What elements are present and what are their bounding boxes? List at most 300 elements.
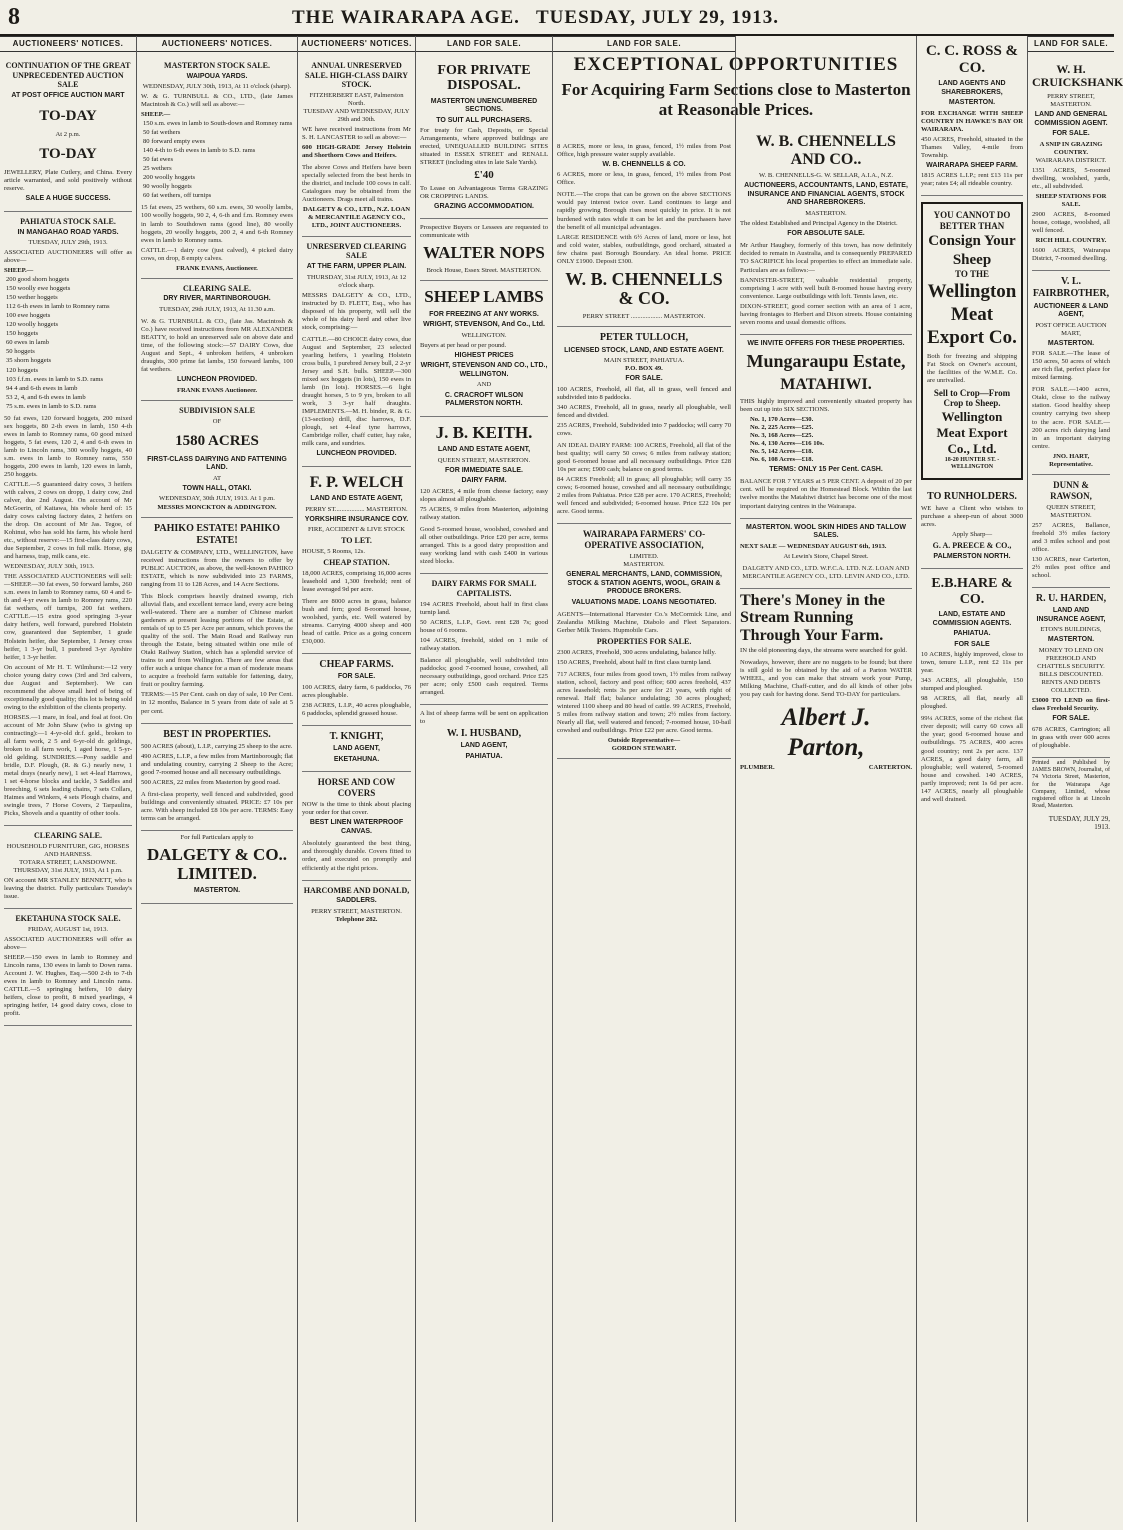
agent-name: W. B. CHENNELLS & CO.: [602, 160, 686, 168]
dry-river-clearing-sale-ad: CLEARING SALE. DRY RIVER, MARTINBOROUGH. TUESDAY, 29th JULY, 1913, At 11.30 a.m. W. & G. TURNBULL & CO., (late Jas. Macintosh & Co.) have received instructions from MR ALEXANDER BEATTY, to hold an unreserved sale on above date and time, of the following stock:—57 DAIRY Cows, due August and Sept., 4 unbroken heifers, 4 unbroken draughts, 300 prime fat lambs, 150 forward lambs, 100 fat wethers. LUNCHEON PROVIDED. FRANK EVANS Auctioneer.: [141, 279, 293, 401]
property-listing: 104 ACRES, freehold, sided on 1 mile of railway station.: [420, 636, 548, 652]
ad-title: MASTERTON. WOOL SKIN HIDES AND TALLOW SALES.: [746, 523, 906, 540]
agent-name: J. B. KEITH.: [435, 422, 533, 442]
cheap-farms-ad: [302, 654, 411, 726]
ad-title: UNRESERVED CLEARING SALE: [306, 241, 407, 261]
ad-body: Buyers at per head or per pound.: [420, 341, 507, 349]
stock-item: 35 shorn hoggets: [6, 357, 52, 365]
property-listing: 150 ACRES, Freehold, about half in first class turnip land.: [557, 659, 712, 667]
property-listing: 450 ACRES, Freehold, situated in the Thames Valley, 4-mile from Township.: [921, 135, 1023, 159]
property-listing: 100 ACRES, dairy farm, 6 paddocks, 76 acres ploughable.: [302, 683, 411, 699]
outside-rep-name: GORDON STEWART.: [611, 745, 677, 753]
stock-item: 50 fat wethers: [143, 129, 181, 137]
ad-title: PAHIATUA STOCK SALE.: [20, 216, 116, 226]
stock-item: 150 hoggets: [6, 330, 39, 338]
firm-name: WAIRARAPA FARMERS' CO-OPERATIVE ASSOCIATION,: [582, 529, 706, 551]
firm-place: MASTERTON.: [805, 209, 847, 217]
ad-title: ANNUAL UNRESERVED SALE. HIGH-CLASS DAIRY STOCK.: [304, 60, 409, 90]
stock-item: 50 hoggets: [6, 348, 35, 356]
for-sale-label: FOR SALE.: [625, 375, 663, 383]
today-heading: TO-DAY: [39, 145, 97, 162]
ad-intro: ASSOCIATED AUCTIONEERS will offer as above—: [4, 249, 132, 265]
ad-place: AT THE FARM, UPPER PLAIN.: [306, 263, 407, 270]
welch-agent-ad: F. P. WELCH LAND AND ESTATE AGENT, PERRY ST.................. MASTERTON. YORKSHIRE INSURANCE COY. FIRE, ACCIDENT & LIVE STOCK TO LET. HOUSE, 5 Rooms, 12s. CHEAP STATION. 18,000 ACRES, comprising 16,000 acres leasehold and 1,300 freehold; rent of lease averaged 9d per acre. There are 8000 acres in grass, balance bush and fern; good 8-roomed house, woolshed, yards, etc. Well watered by streams. Carrying 4000 sheep and 400 head of cattle. Price as a going concern £30,000.: [302, 467, 411, 655]
dalgety-apply-ad: [141, 831, 293, 904]
agent-role: LICENSED STOCK, LAND, AND ESTATE AGENT.: [564, 346, 724, 354]
ad-title: CLEARING SALE.: [33, 831, 102, 841]
column-3: [298, 36, 416, 1522]
agent-name: C. CRACROFT WILSON PALMERSTON NORTH.: [444, 391, 524, 408]
ad-note: LUNCHEON PROVIDED.: [316, 450, 397, 458]
column-heading: LAND FOR SALE.: [1028, 36, 1114, 52]
stock-item: 103 f.f.m. ewes in lamb to S.D. rams: [6, 375, 104, 383]
dairy-farms-ad: DAIRY FARMS FOR SMALL CAPITALISTS. 194 ACRES Freehold, about half in first class turnip land. 50 ACRES, L.I.P., Govt. rent £28 7s; good house of 6 rooms. 104 ACRES, freehold, sided on 1 mile of railway station. Balance all ploughable, well subdivided into paddocks; good 7-roomed house, cowshed, all necessary outbuildings, good orchard. Price £25 per acre; only £500 cash required. Terms arranged.: [420, 574, 548, 705]
firm-services: VALUATIONS MADE. LOANS NEGOTIATED.: [571, 598, 717, 606]
ad-place: WAIPOUA YARDS.: [186, 72, 248, 80]
stock-item: 200 good shorn hoggets: [6, 276, 70, 284]
section-row: No. 4, 130 Acres—£16 10s.: [750, 439, 825, 447]
property-listing: 98 ACRES, all flat, nearly all ploughed.: [921, 695, 1023, 711]
agent-box: P.O. BOX 49.: [625, 365, 663, 373]
for-sale-label: FOR SALE: [954, 640, 990, 648]
agent-role: LAND AND ESTATE AGENT,: [310, 495, 403, 503]
ad-lease: To Lease on Advantageous Terms GRAZING OR CROPPING LANDS.: [420, 184, 548, 200]
ad-body: MESSRS DALGETY & CO., LTD., instructed by D. FLETT, Esq., who has disposed of his property, will sell the whole of his dairy herd and other live stock, comprising:—: [302, 291, 411, 331]
upper-plain-clearing-sale-ad: UNRESERVED CLEARING SALE AT THE FARM, UPPER PLAIN. THURSDAY, 31st JULY, 1913, At 12 o'clock sharp. MESSRS DALGETY & CO., LTD., instructed by D. FLETT, Esq., who has disposed of his property, will sell the whole of his dairy herd and other live stock, comprising:— CATTLE.—80 CHOICE dairy cows, due August and September, 23 selected yearling heifers, 1 yearling Holstein cross bulls, 1 purebred Jersey bull, 2 2-yr Jersey and S.H. bulls. SHEEP.—300 mixed sex hoggets (in lots), 150 ewes in lamb (in lots). HORSES.—6 light draught horses, 5 to 9 yrs, broken to all work, 3 3-yr half draughts. IMPLEMENTS.—M. H. binder, R. & G. (13-section) drill, disc harrows, D.F. plough, set 4-leaf tyne harrows, Cambridge roller, chaff cutter, hay rake, milk cans, and sundries. LUNCHEON PROVIDED.: [302, 237, 411, 467]
banner-spacer: [740, 36, 912, 126]
ad-apply: Apply Sharp—: [951, 530, 993, 538]
ad-intro: ASSOCIATED AUCTIONEERS will offer as above—: [4, 935, 132, 951]
listing-heading: WAIRARAPA SHEEP FARM.: [926, 161, 1018, 169]
property-listing: 257 ACRES, Ballance, freehold 3½ miles factory and 3 miles school and post office.: [1032, 521, 1110, 553]
eketahuna-stock-sale-ad: EKETAHUNA STOCK SALE. FRIDAY, AUGUST 1st, 1913. ASSOCIATED AUCTIONEERS will offer as above— SHEEP.—150 ewes in lamb to Romney and Lincoln rams, 130 ewes in lamb to Down rams. Account J. W. Hughes, Esq.—500 2-th to 7-th ewes in lamb to Romney and Lincoln rams. CATTLE.—5 springing heifers, 10 dairy heifers, close to profit, 8 mixed yearlings, 4 springing heifer, 14 good dairy cows, close to profit.: [4, 909, 132, 1026]
chennells-acres-ad: 8 ACRES, more or less, in grass, fenced, 1½ miles from Post Office, high pressure water supply available. W. B. CHENNELLS & CO. 6 ACRES, more or less, in grass, fenced, 1½ miles from Post Office. NOTE.—The crops that can be grown on the above SECTIONS would pay interest twice over. Land continues to large and rapidly growing Borough rises most quickly in price. It is not burdened with rates while it can be let and the purchasers have the benefit of all municipal advantages. LARGE RESIDENCE with 6½ Acres of land, more or less, hot and cold water, stables, outbuildings, good orchard, situated a few chains past Borough Boundary. An ideal home. PRICE ONLY £1900. Deposit £300. W. B. CHENNELLS & CO. PERRY STREET ................... MASTERTON.: [557, 138, 731, 328]
estate-place: MATAHIWI.: [780, 376, 872, 394]
ad-body: IN the old pioneering days, the streams were searched for gold.: [740, 646, 907, 654]
estate-name: Mungaraupu Estate,: [746, 351, 906, 372]
stock-item: 60 fat wethers, off turnips: [143, 192, 212, 200]
chennells-firm-ad: W. B. CHENNELLS AND CO.. W. B. CHENNELLS-G. W. SELLAR, A.I.A., N.Z. AUCTIONEERS, ACCOUNTANTS, LAND, ESTATE, INSURANCE AND FINANCIAL AGENTS, STOCK AND SHAREBROKERS. MASTERTON. The oldest Established and Principal Agency in the District. FOR ABSOLUTE SALE. Mr Arthur Haughey, formerly of this town, has now definitely decided to remain in Australia, and is consequently PREPARED TO SACRIFICE his local properties to effect an immediate sale. Particulars are as follows:— BANNISTER-STREET, valuable residential property, comprising 1 acre with well built 8-roomed house having every convenience. Large outbuildings with loft. Tennis lawn, etc. DIXON-STREET, good corner section with an area of 1 acre, having frontages to Herbert and Dixon streets. House containing seven rooms and usual domestic offices.: [740, 126, 912, 335]
ad-title: FOR PRIVATE DISPOSAL.: [437, 62, 531, 94]
insurance-types: FIRE, ACCIDENT & LIVE STOCK: [307, 526, 406, 534]
knight-agent-ad: [302, 726, 411, 772]
for-sale-label: FOR IMMEDIATE SALE.: [444, 466, 524, 474]
fairbrother-agent-ad: V. L. FAIRBROTHER, AUCTIONEER & LAND AGENT, POST OFFICE AUCTION MART, MASTERTON. FOR SALE.—The lease of 150 acres, 50 acres of which are rich flat, perfect place for mixed farming. FOR SALE.—1400 acres, Otaki, close to the railway station. Good healthy sheep country carrying two sheep to the acre. FOR SALE.—200 acres rich dairying land in an important dairying centre. JNO. HART, Representative.: [1032, 271, 1110, 474]
ad-date: TUESDAY, 29th JULY, 1913, At 11.30 a.m.: [159, 305, 275, 313]
ad-grazing: GRAZING ACCOMMODATION.: [434, 202, 534, 210]
ad-prices: HIGHEST PRICES: [454, 351, 514, 359]
firm-role: GENERAL MERCHANTS, LAND, COMMISSION, STOCK & STATION AGENTS, WOOL, GRAIN & PRODUCE BROKERS.: [566, 571, 722, 596]
column-1: [0, 36, 137, 1522]
firm-name: WRIGHT, STEVENSON, And Co., Ltd.: [423, 321, 545, 329]
ad-date: THURSDAY, 31st JULY, 1913, At 12 o'clock sharp.: [306, 273, 407, 289]
parton-plumber-ad: There's Money in the Stream Running Through Your Farm. IN the old pioneering days, the streams were searched for gold. Nowadays, however, there are no nuggets to be found; but there is still gold to be obtained by the aid of a Parton WATER WHEEL, and you can make that stream work your Pump, Milking Machine, Chaff-cutter, and do all kinds of other jobs you pay cash for having done. Send TO-DAY for particulars. Albert J. Parton, PLUMBER. CARTERTON.: [740, 591, 912, 771]
stock-item: 120 woolly hoggets: [6, 321, 59, 329]
property-listing: 10 ACRES, highly improved, close to town, tenure L.I.P., rent £2 11s per year.: [921, 651, 1023, 675]
property-listing: 50 ACRES, L.I.P., Govt. rent £28 7s; good house of 6 rooms.: [420, 618, 548, 634]
ad-body: JEWELLERY, Plate Cutlery, and China. Every article warranted, and sold positively without reserve.: [4, 169, 132, 193]
pahiatua-stock-sale-ad: PAHIATUA STOCK SALE. IN MANGAHAO ROAD YARDS. TUESDAY, JULY 29th, 1913. ASSOCIATED AUCTIONEERS will offer as above— SHEEP.— 200 good shorn hoggets 150 woolly ewe hoggets 150 wether hoggets 112 6-th ewes in lamb to Romney rams 100 ewe hoggets 120 woolly hoggets 150 hoggets 60 ewes in lamb 50 hoggets 35 shorn hoggets 120 hoggets 103 f.f.m. ewes in lamb to S.D. rams 94 4 and 6-th ewes in lamb 53 2, 4, and 6-th ewes in lamb 75 s.m. ewes in lamb to S.D. rams 50 fat ewes, 120 forward hoggets, 200 mixed sex hoggets, 80 2-th ewes in lamb, 150 4-th ewes in lamb to Romney rams, 60 good mixed hoggets, 5 fat ewes, 120 2, 4 and 6-th ewes in lamb to Lincoln rams, 300 woolly hoggets, 40 s.m. ewes in lamb to Romney rams, 550 hoggets, 200 ewes in lamb, 120 ewes in lamb, 250 hoggets. CATTLE.—5 guaranteed dairy cows, 3 heifers with calves, 2 cows on dropp, 1 dairy cow, 2nd calver, due 2nd August. On account of Mr McGoerin, of Kaitawa, his whole herd of: 15 dairy cows calving factory dates, 2 heifers on the drop. On account of Mr Jas. Tegoe, of Kohinui, who has sold his farm, his whole herd etc., without reserve:—15 first-class dairy cows, due September, 2 cows in full milk. Horse, gig and harness, trap, milk cans, etc. WEDNESDAY, JULY 30th, 1913. THE ASSOCIATED AUCTIONEERS will sell:—SHEEP.—30 fat ewes, 50 forward lambs, 260 s.m. ewes in lamb to Romney rams, 60 4 and 6-th and 4-yr ewes in lamb to Romney rams, 220 fat wethers, off turnips, 200 fat wethers. CATTLE.—15 extra good springing 3-year dairy heifers, well forward, purebred Holstein cow, guaranteed due September, 1 grade Holstein heifer, due September, 1 Jersey cross heifer, 1 3-yr bull, 1 purebred 3-yr Ayrshire heifer, 1 3-yr heifer. On account of Mr H. T. Wilmhurst:—12 very choice young dairy cows (3rd and 3rd calvers, due August and September). We can recommend the above small herd of being of exceptionally good quality; this lot is being sold owing to the exhibition of the clients property. HORSES.—1 mare, in foal, and foal at foot. On account of Mr John Shaw (who is giving up contracting):—1 4-yr-old dr.f. geld., broken to all farm work, 2 5 and 6-yr-old dr. geldings, broken to all farm work, 1 aged horse, 1 5-yr-old gelding. SUNDRIES.—Pony saddle and bridle, D.F. Plough, (R. & G.) nearly new, 1 metal drays (nearly new), 1 set 4-leaf Harrows, 1 set 4-horse blocks and tackle, 3 Saddles and breeching, 6 sets leading chains, 7 sets Collars, Haimes and Winkers, 4 sets Plough chains, and swingle trees, 7 Horse Covers, 2 Tarpaulins, Picks, Shovels and a quantity of other tools.: [4, 212, 132, 826]
box-firm: Wellington Meat Export Co., Ltd.: [936, 409, 1008, 457]
column-5: [553, 36, 736, 1522]
paper-title: THE WAIRARAPA AGE.: [292, 7, 520, 28]
wool-skin-sales-ad: MASTERTON. WOOL SKIN HIDES AND TALLOW SALES. NEXT SALE — WEDNESDAY AUGUST 6th, 1913. At Lewin's Store, Chapel Street. DALGETY AND CO., LTD. W.F.C.A. LTD. N.Z. LOAN AND MERCANTILE AGENCY CO., LTD. LEVIN AND CO., LTD.: [740, 519, 912, 589]
property-listing: 343 ACRES, all ploughable, 150 stumped and ploughed.: [921, 677, 1023, 693]
firm-note: The oldest Established and Principal Agency in the District.: [740, 219, 898, 227]
ad-title: EKETAHUNA STOCK SALE.: [15, 914, 121, 924]
ad-intro: Prospective Buyers or Lessees are requested to communicate with: [420, 224, 548, 240]
ad-title: CONTINUATION OF THE GREAT UNPRECEDENTED AUCTION SALE: [5, 60, 131, 90]
ad-place: AT POST OFFICE AUCTION MART: [11, 92, 125, 99]
today-heading: TO-DAY: [39, 107, 97, 124]
agent-role: AUCTIONEER & LAND AGENT,: [1033, 302, 1109, 319]
service-line: RENTS AND DEBTS COLLECTED.: [1041, 678, 1101, 694]
section-row: No. 6, 108 Acres—£18.: [750, 455, 814, 463]
agent-place: QUEEN STREET, MASTERTON.: [437, 456, 531, 464]
for-sale-label: DAIRY FARM.: [461, 477, 507, 485]
firm-telephone: Telephone 282.: [335, 915, 378, 923]
ad-body: A list of sheep farms will be sent on application to: [420, 710, 548, 726]
ad-place: TOWN HALL, OTAKI.: [182, 484, 252, 492]
ad-title: BEST IN PROPERTIES.: [163, 728, 271, 740]
ad-intro: W. & G. TURNBULL & CO., LTD., (late James Macintosh & Co.) will sell as above:—: [141, 93, 293, 109]
ad-invite: WE INVITE OFFERS FOR THESE PROPERTIES.: [747, 339, 905, 347]
stock-item: 150 s.m. ewes in lamb to South-down and Romney rams: [143, 120, 293, 128]
harcombe-donald-ad: [302, 881, 411, 929]
annual-unreserved-sale-ad: ANNUAL UNRESERVED SALE. HIGH-CLASS DAIRY STOCK. FITZHERBERT EAST, Palmerston North. TUESDAY AND WEDNESDAY, JULY 29th and 30th. WE have received instructions from Mr S. H. LANCASTER to sell as above:— 600 HIGH-GRADE Jersey Holstein and Shorthorn Cows and Heifers. The above Cows and Heifers have been specially selected from the best herds in the district, and include 100 cows in calf. Catalogues may be obtained from the Auctioneers. Drags meet all trains. DALGETY & CO., LTD., N.Z. LOAN & MERCANTILE AGENCY CO., LTD., JOINT AUCTIONEERS.: [302, 56, 411, 237]
agent-role: LAND AGENT,: [333, 745, 380, 753]
station-listing: 18,000 ACRES, comprising 16,000 acres leasehold and 1,300 freehold; rent of lease averaged 9d per acre.: [302, 569, 411, 594]
agent-name: W. I. HUSBAND,: [446, 728, 522, 740]
stock-item: 150 woolly ewe hoggets: [6, 285, 71, 293]
for-sale-label: FOR ABSOLUTE SALE.: [787, 229, 865, 237]
mungaraupu-estate-ad: WE INVITE OFFERS FOR THESE PROPERTIES. Mungaraupu Estate, MATAHIWI. THIS highly improved and conveniently situated property has been cut up into SIX SECTIONS. No. 1, 170 Acres—£30. No. 2, 225 Acres—£25. No. 3, 168 Acres—£25. No. 4, 130 Acres—£16 10s. No. 5, 142 Acres—£18. No. 6, 108 Acres—£18. TERMS: ONLY 15 Per Cent. CASH. BALANCE FOR 7 YEARS at 5 PER CENT. A deposit of 20 per cent. will be required on the Homestead Block. Within the last twelve months the Matahiwi district has become one of the most important dairying centres in the Wairarapa.: [740, 335, 912, 519]
property-listing: 2300 ACRES, Freehold, 300 acres undulating, balance hilly.: [557, 649, 717, 657]
ad-line: HOUSEHOLD FURNITURE, GIG, HORSES AND HARNESS.: [6, 842, 130, 858]
property-listing: 678 ACRES, Carrington; all in grass with over 600 acres of ploughable.: [1032, 725, 1110, 749]
for-sale-label: FOR SALE.: [337, 673, 376, 681]
box-firm: Wellington Meat Export Co.: [927, 280, 1017, 349]
ad-line: THURSDAY, 31st JULY, 1913, At 1 p.m.: [13, 867, 123, 875]
property-listing: 235 ACRES, Freehold, Subdivided into 7 paddocks; will carry 70 cows.: [557, 421, 731, 437]
agent-place: MAIN STREET, PAHIATUA.: [603, 357, 685, 365]
ad-date: TUESDAY AND WEDNESDAY, JULY 29th and 30th.: [303, 108, 410, 124]
ad-title: HORSE AND COW COVERS: [317, 777, 396, 799]
banner-subheading: For Acquiring Farm Sections close to Masterton at Reasonable Prices.: [561, 80, 911, 119]
agent-place: PALMERSTON NORTH.: [933, 552, 1011, 560]
property-listing: 1351 ACRES, 5-roomed dwelling, woolshed, yards, etc., all subdivided.: [1032, 166, 1110, 190]
ad-vendor: MESSRS MONCKTON & ADDINGTON.: [157, 503, 277, 511]
box-line: TO THE: [955, 268, 989, 279]
ad-body: FOR SALE.—The lease of 150 acres, 50 acres of which are rich flat, perfect place for mixed farming.: [1032, 350, 1110, 382]
dunn-rawson-ad: [1032, 475, 1110, 588]
ad-title: SHEEP LAMBS: [424, 287, 544, 307]
agent-town: MASTERTON.: [1047, 636, 1095, 644]
acreage-heading: 1580 ACRES: [175, 432, 259, 449]
service-line: BILLS DISCOUNTED.: [1039, 670, 1103, 678]
issue-date: TUESDAY, JULY 29, 1913.: [536, 7, 779, 28]
ad-desc: FIRST-CLASS DAIRYING AND FATTENING LAND.: [147, 455, 287, 472]
column-heading: AUCTIONEERS' NOTICES.: [137, 36, 297, 52]
ad-place: FITZHERBERT EAST, Palmerston North.: [309, 92, 404, 108]
horse-cow-covers-ad: HORSE AND COW COVERS NOW is the time to think about placing your order for that cover. BEST LINEN WATERPROOF CANVAS. Absolutely guaranteed the best thing, and thoroughly durable. Covers fitted to order, and executed on promptly and efficiently at the right prices.: [302, 772, 411, 880]
ad-word: OF: [212, 417, 222, 425]
property-listing: 490 ACRES, L.I.P., a few miles from Martinborough; flat and undulating country, carrying 2 Sheep to the Acre; good 7-roomed house and all necessary outbuildings.: [141, 752, 293, 776]
agent-role: LAND AND INSURANCE AGENT,: [1036, 607, 1106, 623]
footer-place: PERRY STREET ................... MASTERTON.: [582, 313, 706, 321]
banner-spacer: [557, 56, 731, 138]
property-listing: 8 ACRES, more or less, in grass, fenced, 1½ miles from Post Office, high pressure water supply available.: [557, 142, 731, 158]
agent-place: ETON'S BUILDINGS,: [1040, 626, 1102, 634]
banner-heading: EXCEPTIONAL OPPORTUNITIES: [573, 54, 899, 75]
box-line: YOU CANNOT DO BETTER THAN: [933, 210, 1011, 232]
agent-place: POST OFFICE AUCTION MART,: [1035, 321, 1107, 337]
outside-rep-label: Outside Representative—: [607, 737, 681, 745]
stock-item: 200 woolly hoggets: [143, 174, 196, 182]
agent-place: PERRY STREET, MASTERTON.: [1047, 93, 1095, 109]
for-sale-label: FOR SALE.: [1052, 714, 1090, 722]
footer-firm: W. B. CHENNELLS & CO.: [565, 268, 723, 309]
stock-item: 90 woolly hoggets: [143, 183, 192, 191]
firm-role: AUCTIONEERS, ACCOUNTANTS, LAND, ESTATE, INSURANCE AND FINANCIAL AGENTS, STOCK AND SHAREBROKERS.: [744, 182, 908, 207]
agent-place: EKETAHUNA.: [333, 755, 380, 763]
station-heading: CHEAP STATION.: [323, 558, 390, 568]
agent-name: G. A. PREECE & CO.,: [932, 540, 1012, 550]
auction-mart-ad: [4, 56, 132, 212]
ad-subtitle: MASTERTON UNENCUMBERED SECTIONS.: [430, 97, 538, 114]
ad-title: PAHIKO ESTATE! PAHIKO ESTATE!: [154, 522, 280, 546]
stock-item: 53 2, 4, and 6-th ewes in lamb: [6, 393, 86, 401]
agent-representative: JNO. HART, Representative.: [1049, 452, 1093, 468]
page-number: 8: [8, 4, 20, 30]
stock-category: SHEEP.—: [4, 267, 34, 275]
property-listing: 340 ACRES, Freehold, all in grass, nearly all ploughable, well fenced and divided.: [557, 403, 731, 419]
best-in-properties-ad: BEST IN PROPERTIES. 500 ACRES (about), L.I.P., carrying 25 sheep to the acre. 490 ACRES, L.I.P., a few miles from Martinborough; flat and undulating country, carrying 2 Sheep to the Acre; good 7-roomed house and all necessary outbuildings. 500 ACRES, 22 miles from Masterton by good road. A first-class property, well fenced and subdivided, good buildings and conveniently situated. PRICE: £7 10s per acre. With sheep included £8 10s per acre. TERMS: Easy terms can be arranged.: [141, 724, 293, 831]
ad-cta: For full Particulars apply to: [180, 834, 254, 842]
ad-body: DALGETY & COMPANY, LTD., WELLINGTON, have received instructions from the owners to offer by PUBLIC AUCTION, as above, the well-known PAHIKO ESTATE, which is now subdivided into 23 FARMS, ranging from 11 to 128 Acres, and 14 Acre Sections.: [141, 548, 293, 589]
section-row: No. 2, 225 Acres—£25.: [750, 423, 814, 431]
agent-name: F. P. WELCH: [309, 473, 404, 491]
ad-place: At Lewin's Store, Chapel Street.: [783, 552, 869, 560]
hare-agent-ad: E.B.HARE & CO. LAND, ESTATE AND COMMISSION AGENTS. PAHIATUA. FOR SALE 10 ACRES, highly improved, close to town, tenure L.I.P., rent £2 11s per year. 343 ACRES, all ploughable, 150 stumped and ploughed. 98 ACRES, all flat, nearly all ploughed. 99¼ ACRES, some of the richest flat river deposit; will carry 60 cows all the year; good 6-roomed house and outbuildings. 75 ACRES, 400 acres good country; rent 2s per acre. 137 ACRES, a good dairy farm, all ploughable; well watered, 5-roomed house and cowshed. 140 ACRES, partly improved; rent 1s 6d per acre. 147 ACRES, nearly all ploughable and well drained.: [921, 576, 1023, 803]
stock-category: SHEEP.—: [141, 111, 171, 119]
firm-name: W. B. CHENNELLS AND CO..: [756, 133, 896, 168]
sheep-lambs-ad: [420, 281, 548, 417]
stock-item: 25 wethers: [143, 165, 172, 173]
listing-district: WAIRARAPA DISTRICT.: [1035, 156, 1107, 164]
exchange-note: FOR EXCHANGE WITH SHEEP COUNTRY IN HAWKE'S BAY OR WAIRARAPA.: [921, 109, 1023, 133]
property-listing: 2900 ACRES, 8-roomed house, cottage, woolshed, all well fenced.: [1032, 211, 1110, 235]
ad-body: THIS highly improved and conveniently situated property has been cut up into SIX SECTIONS.: [740, 397, 912, 413]
ad-date: WEDNESDAY, JULY 30th, 1913, At 11 o'clock (sharp).: [142, 83, 292, 91]
husband-agent-ad: [420, 705, 548, 768]
clearing-sale-ad: CLEARING SALE. HOUSEHOLD FURNITURE, GIG, HORSES AND HARNESS. TOTARA STREET, LANSDOWNE. THURSDAY, 31st JULY, 1913, At 1 p.m. ON account MR STANLEY BENNETT, who is leaving the district. Fully particulars Tuesday's issue.: [4, 826, 132, 909]
box-address: 18-20 HUNTER ST. - WELLINGTON: [944, 457, 1000, 471]
agent-place: PERRY ST.................. MASTERTON.: [305, 505, 408, 513]
ad-title: TO RUNHOLDERS.: [927, 490, 1017, 502]
column-heading: AUCTIONEERS' NOTICES.: [298, 36, 415, 52]
pahiko-estate-ad: PAHIKO ESTATE! PAHIKO ESTATE! DALGETY & COMPANY, LTD., WELLINGTON, have received instructions from the owners to offer by PUBLIC AUCTION, as above, the well-known PAHIKO ESTATE, which is now subdivided into 23 FARMS, ranging from 11 to 128 Acres, and 14 Acre Sections. This Block comprises heavily drained swamp, rich alluvial flats, and excellent terrace land, every acre being well-watered. There are a number of Chinese market gardeners at present leasing portions of the Estate, at rentals of up to £5 per Acre per annum, which proves the quality of the soil. The Main Road and Railway run through the Estate, being situated within one mile of Otaki Railway Station, which has a splendid service of trains to and from Wellington. There are few areas that offer such a unique chance for a man of moderate means to acquire a freehold farm suitable for fattening, dairy, fruit or poultry farming. TERMS:—15 Per Cent. cash on day of sale, 10 Per Cent. in 12 months, Balance in 5 years from date of sale at 5 per cent.: [141, 518, 293, 724]
firm-name: Albert J. Parton,: [781, 703, 871, 762]
ross-agent-ad: [921, 36, 1023, 196]
column-heading: LAND FOR SALE.: [553, 36, 735, 52]
stock-item: 60 ewes in lamb: [6, 339, 50, 347]
stock-item: 120 hoggets: [6, 366, 39, 374]
ad-date: FRIDAY, AUGUST 1st, 1913.: [27, 925, 109, 933]
firm-name: HARCOMBE AND DONALD,: [303, 885, 410, 895]
agent-role: LAND AGENTS AND SHAREBROKERS,: [938, 80, 1006, 96]
stock-item: 75 s.m. ewes in lamb to S.D. rams: [6, 402, 97, 410]
ad-vendor: FRANK EVANS, Auctioneer.: [176, 264, 258, 272]
tulloch-agent-ad: PETER TULLOCH, LICENSED STOCK, LAND, AND ESTATE AGENT. MAIN STREET, PAHIATUA. P.O. BOX 49. FOR SALE. 100 ACRES, Freehold, all flat, all in grass, well fenced and subdivided into 8 paddocks. 340 ACRES, Freehold, all in grass, nearly all ploughable, well fenced and divided. 235 ACRES, Freehold, Subdivided into 7 paddocks; will carry 70 cows. AN IDEAL DAIRY FARM: 100 ACRES, Freehold, all flat of the best quality; will carry 50 cows; 6 miles from railway station; good 6-roomed house and all necessary outbuildings. Price £28 10s per acre; £900 cash; balance on good terms. 84 ACRES Freehold; all in grass; all ploughable; will carry 35 cows; 6-roomed house, cowshed and all necessary outbuildings; 2 miles from Pahiatua. Price £28 per acre. 170 ACRES, Freehold; well fenced and subdivided; 6-roomed house. Price £22 10s per acre. Good terms.: [557, 327, 731, 524]
ad-terms: TERMS: ONLY 15 Per Cent. CASH.: [769, 465, 883, 473]
ad-body: WE have a Client who wishes to purchase a sheep-run of about 3000 acres.: [921, 504, 1023, 528]
ad-date: WEDNESDAY, 30th JULY, 1913. At 1 p.m.: [159, 495, 275, 503]
ad-line: TOTARA STREET, LANSDOWNE.: [19, 859, 117, 866]
agent-role: LAND AND GENERAL COMMISSION AGENT.: [1034, 111, 1108, 127]
ad-vendor: FRANK EVANS Auctioneer.: [176, 386, 258, 394]
listing-heading: A SNIP IN GRAZING COUNTRY.: [1039, 140, 1103, 156]
insurance-agency: YORKSHIRE INSURANCE COY.: [304, 515, 409, 523]
ad-subtitle: FOR FREEZING AT ANY WORKS.: [429, 310, 539, 318]
agent-place: PAHIATUA.: [465, 752, 503, 760]
property-listing: 75 ACRES, 9 miles from Masterton, adjoining railway station.: [420, 505, 548, 521]
stock-item: 50 fat ewes: [143, 156, 174, 164]
property-listing: 1600 ACRES, Wairarapa District, 7-roomed dwelling.: [1032, 247, 1110, 263]
column-heading: AUCTIONEERS' NOTICES.: [0, 36, 136, 52]
stock-item: 150 wether hoggets: [6, 294, 58, 302]
firm-role: SADDLERS.: [336, 897, 377, 905]
property-listing: 500 ACRES (about), L.I.P., carrying 25 sheep to the acre.: [141, 742, 293, 750]
for-sale-label: FOR SALE.: [1052, 130, 1090, 138]
ad-note: SALE A HUGE SUCCESS.: [25, 195, 111, 203]
walter-nops-ad: [420, 219, 548, 281]
agent-place: QUEEN STREET, MASTERTON.: [1046, 503, 1096, 519]
property-listing: 130 ACRES, near Carterton, 2½ miles post office and school.: [1032, 555, 1110, 579]
agent-name: PETER TULLOCH,: [599, 332, 689, 344]
agent-name: E.B.HARE & CO.: [931, 576, 1013, 607]
agent-name: R. U. HARDEN,: [1035, 592, 1107, 604]
keith-agent-ad: J. B. KEITH. LAND AND ESTATE AGENT, QUEEN STREET, MASTERTON. FOR IMMEDIATE SALE. DAIRY FARM. 120 ACRES, 4 mile from cheese factory; easy slopes almost all ploughable. 75 ACRES, 9 miles from Masterton, adjoining railway station. Good 5-roomed house, woolshed, cowshed and all other outbuildings. Price £20 per acre, terms arranged. This is a good dairy proposition and easy working land with cash £400 in various sized blocks.: [420, 417, 548, 575]
ad-body: NOW is the time to think about placing your order for that cover.: [302, 801, 411, 817]
firm-role: PLUMBER.: [740, 763, 775, 771]
agent-role: LAND AND ESTATE AGENT,: [437, 446, 531, 454]
property-listing: 238 ACRES, L.I.P., 40 acres ploughable, 6 paddocks, splendid grassed house.: [302, 702, 411, 718]
to-let-heading: TO LET.: [341, 536, 372, 546]
firm-place: WELLINGTON.: [461, 331, 507, 339]
ad-title: There's Money in the Stream Running Through Your Farm.: [740, 591, 886, 644]
firm-place: MASTERTON.: [623, 561, 665, 569]
section-row: No. 5, 142 Acres—£18.: [750, 447, 814, 455]
ad-body: For treaty for Cash, Deposits, or Special Arrangements, where approved buildings are erected, UNEQUALLED BUILDING SITES situated in ESSEX STREET and RENALL STREET (including sites in late Sale Yards).: [420, 127, 548, 167]
issue-stamp: TUESDAY, JULY 29, 1913.: [1048, 814, 1110, 832]
agent-name: C. C. ROSS & CO.: [925, 43, 1019, 76]
agent-name: W. H. CRUICKSHANK: [1032, 61, 1123, 89]
ad-title: SUBDIVISION SALE: [179, 405, 255, 415]
stock-item: 80 forward empty ewes: [143, 138, 206, 146]
stock-item: 112 6-th ewes in lamb to Romney rams: [6, 303, 110, 311]
ad-place: MASTERTON.: [193, 887, 241, 895]
box-slogan: Sell to Crop—From Crop to Sheep.: [933, 387, 1011, 409]
ad-date: TUESDAY, JULY 29th, 1913.: [28, 239, 108, 247]
property-listing: 120 ACRES, 4 mile from cheese factory; easy slopes almost all ploughable.: [420, 487, 548, 503]
property-listing: 194 ACRES Freehold, about half in first class turnip land.: [420, 600, 548, 616]
firm-place: PERRY STREET, MASTERTON.: [311, 907, 402, 915]
listing-heading: RICH HILL COUNTRY.: [1035, 237, 1107, 245]
agent-place: MASTERTON.: [948, 99, 996, 107]
ad-word: AT: [212, 474, 222, 482]
runholders-ad: [921, 486, 1023, 570]
agent-name: DUNN & RAWSON,: [1050, 479, 1092, 501]
sale-time: At 2 p.m.: [55, 130, 81, 138]
firm-place: CARTERTON.: [868, 763, 912, 771]
column-8: [1028, 36, 1123, 1522]
ad-title: MASTERTON STOCK SALE.: [164, 60, 270, 70]
masterton-stock-sale-ad: MASTERTON STOCK SALE. WAIPOUA YARDS. WEDNESDAY, JULY 30th, 1913, At 11 o'clock (sharp). W. & G. TURNBULL & CO., LTD., (late James Macintosh & Co.) will sell as above:— SHEEP.— 150 s.m. ewes in lamb to South-down and Romney rams 50 fat wethers 80 forward empty ewes 140 4-th to 6-th ewes in lamb to S.D. rams 50 fat ewes 25 wethers 200 woolly hoggets 90 woolly hoggets 60 fat wethers, off turnips 15 fat ewes, 25 wethers, 60 s.m. ewes, 30 woolly lambs, 100 woolly hoggets, 90 2, 4, 6-th and f.m. Romney ewes in lamb to Southdown rams (good line), 80 woolly hoggets, 20 woolly hoggets, 200 2, 4 and 6-th Romney ewes in lamb to Romney rams. CATTLE.—1 dairy cow (just calved), 4 picked dairy cows, on drop, 8 empty calves. FRANK EVANS, Auctioneer.: [141, 56, 293, 279]
firm-ltd: LIMITED.: [629, 553, 659, 561]
section-row: No. 3, 168 Acres—£25.: [750, 431, 814, 439]
ad-subtitle: TO SUIT ALL PURCHASERS.: [436, 116, 532, 124]
ad-vendor: DALGETY & CO., LTD., N.Z. LOAN & MERCANTILE AGENCY CO., LTD., JOINT AUCTIONEERS.: [302, 206, 411, 230]
ad-word: AND: [476, 381, 492, 389]
agent-town: MASTERTON.: [1047, 339, 1095, 347]
subdivision-sale-ad: [141, 401, 293, 518]
stock-item: 94 4 and 6-th ewes in lamb: [6, 384, 78, 392]
private-disposal-ad: [420, 56, 548, 220]
firm-partners: W. B. CHENNELLS-G. W. SELLAR, A.I.A., N.Z.: [758, 172, 893, 180]
harden-agent-ad: [1032, 588, 1110, 758]
to-let-listing: HOUSE, 5 Rooms, 12s.: [302, 548, 366, 556]
ad-note: LUNCHEON PROVIDED.: [176, 376, 258, 384]
agent-role: LAND AGENT,: [460, 742, 508, 750]
property-listing: 100 ACRES, Freehold, all flat, all in grass, well fenced and subdivided into 8 paddocks.: [557, 385, 731, 401]
agent-name: WALTER NOPS: [423, 243, 545, 263]
for-sale-label: PROPERTIES FOR SALE.: [596, 637, 692, 647]
ad-place: IN MANGAHAO ROAD YARDS.: [17, 228, 119, 236]
ad-count: 600 HIGH-GRADE Jersey Holstein and Shorthorn Cows and Heifers.: [302, 144, 411, 160]
agent-name: T. KNIGHT,: [329, 731, 384, 743]
agent-name: V. L. FAIRBROTHER,: [1032, 276, 1110, 300]
ad-body: WE have received instructions from Mr S. H. LANCASTER to sell as above:—: [302, 126, 411, 142]
column-4: [416, 36, 553, 1522]
property-listing: 500 ACRES, 22 miles from Masterton by good road.: [141, 778, 281, 786]
cruickshank-agent-ad: [1032, 56, 1123, 271]
agent-role: LAND, ESTATE AND COMMISSION AGENTS.: [932, 611, 1012, 627]
ad-title: CLEARING SALE.: [182, 283, 251, 293]
masthead: [0, 0, 1114, 36]
ad-title: DAIRY FARMS FOR SMALL CAPITALISTS.: [431, 579, 537, 598]
next-sale: NEXT SALE — WEDNESDAY AUGUST 6th, 1913.: [740, 542, 887, 550]
column-6: [736, 36, 917, 1522]
agent-place: PAHIATUA.: [953, 630, 991, 638]
property-listing: 6 ACRES, more or less, in grass, fenced, 1½ miles from Post Office.: [557, 171, 731, 187]
ad-place: DRY RIVER, MARTINBOROUGH.: [163, 295, 271, 303]
printer-imprint: Printed and Published by JAMES BROWN, Journalist, of 74 Victoria Street, Masterton, for the Wairarapa Age Company, Limited, whose registered office is at Lincoln Road, Masterton.: [1032, 759, 1110, 810]
service-line: MONEY TO LEND ON FREEHOLD AND CHATTELS SECURITY.: [1037, 646, 1105, 670]
product-brand: BEST LINEN WATERPROOF CANVAS.: [309, 819, 404, 835]
column-heading: LAND FOR SALE.: [416, 36, 552, 52]
stock-item: 140 4-th to 6-th ewes in lamb to S.D. rams: [143, 147, 256, 155]
ad-price: £'40: [474, 169, 494, 182]
stock-item: 100 ewe hoggets: [6, 312, 51, 320]
lend-offer: £3000 TO LEND on first-class Freehold Security.: [1032, 696, 1110, 712]
farmers-cooperative-ad: WAIRARAPA FARMERS' CO-OPERATIVE ASSOCIATION, LIMITED. MASTERTON. GENERAL MERCHANTS, LAND, COMMISSION, STOCK & STATION AGENTS, WOOL, GRAIN & PRODUCE BROKERS. VALUATIONS MADE. LOANS NEGOTIATED. AGENTS—International Harvester Co.'s McCormick Line, and Zealandia Milking Machine, Diabolo and Fleet Separators. Gerber Milk Testers. Hupmobile Cars. PROPERTIES FOR SALE. 2300 ACRES, Freehold, 300 acres undulating, balance hilly. 150 ACRES, Freehold, about half in first class turnip land. 717 ACRES, four miles from good town, 1½ miles from railway station, school, factory and post office; 600 acres freehold, 437 acres leasehold; rents 3s per acre for 21 years, with right of renewal. Half flat; balance undulating; 30 acres ploughed; wintered 1100 sheep and 80 head of cattle. 99 ACRES, Freehold, 5 miles from railway station and town; 2½ miles from factory. Nearly all flat, well watered and fenced; 7-roomed house, 10-bail cowshed and outbuildings. Price £22 per acre. Good terms. Outside Representative— GORDON STEWART.: [557, 524, 731, 759]
firm-name: WRIGHT, STEVENSON AND CO., LTD., WELLINGTON.: [420, 362, 548, 378]
property-listing: 1815 ACRES L.I.P.; rent £13 11s per year; rates £4; all rideable country.: [921, 172, 1023, 188]
column-7: [917, 36, 1028, 1522]
ad-title: CHEAP FARMS.: [319, 659, 394, 671]
box-heading: Consign Your Sheep: [928, 233, 1016, 268]
